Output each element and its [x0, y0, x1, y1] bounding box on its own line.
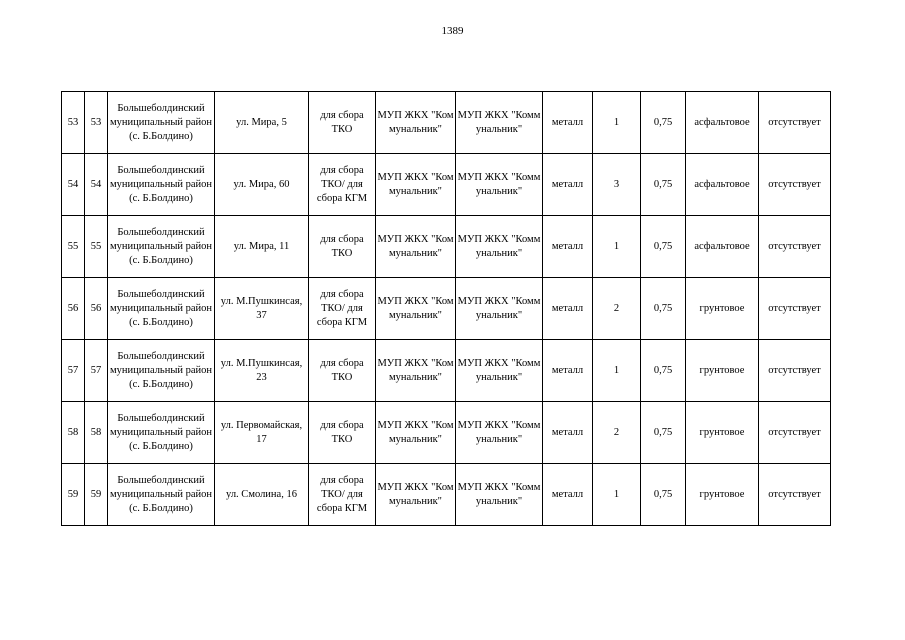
container-volume-cell: 0,75 — [641, 216, 686, 278]
container-volume-cell: 0,75 — [641, 464, 686, 526]
row-number-cell: 57 — [62, 340, 85, 402]
purpose-cell: для сбора ТКО/ для сбора КГМ — [309, 154, 376, 216]
row-number-cell: 58 — [62, 402, 85, 464]
purpose-cell: для сбора ТКО — [309, 402, 376, 464]
material-cell: металл — [543, 278, 593, 340]
surface-cell: грунтовое — [686, 402, 759, 464]
row-index-cell: 59 — [85, 464, 108, 526]
purpose-cell: для сбора ТКО — [309, 92, 376, 154]
container-volume-cell: 0,75 — [641, 154, 686, 216]
row-index-cell: 58 — [85, 402, 108, 464]
surface-cell: грунтовое — [686, 340, 759, 402]
owner-cell: МУП ЖКХ "Коммунальник" — [376, 278, 456, 340]
material-cell: металл — [543, 92, 593, 154]
material-cell: металл — [543, 154, 593, 216]
row-index-cell: 54 — [85, 154, 108, 216]
owner-cell: МУП ЖКХ "Коммунальник" — [376, 402, 456, 464]
operator-cell: МУП ЖКХ "Коммунальник" — [456, 340, 543, 402]
container-count-cell: 2 — [593, 402, 641, 464]
fence-cell: отсутствует — [759, 92, 831, 154]
address-cell: ул. Первомайская, 17 — [215, 402, 309, 464]
fence-cell: отсутствует — [759, 154, 831, 216]
container-count-cell: 3 — [593, 154, 641, 216]
surface-cell: грунтовое — [686, 278, 759, 340]
district-cell: Большеболдинский муниципальный район (с. Б.Болдино) — [108, 92, 215, 154]
surface-cell: асфальтовое — [686, 216, 759, 278]
operator-cell: МУП ЖКХ "Коммунальник" — [456, 92, 543, 154]
operator-cell: МУП ЖКХ "Коммунальник" — [456, 216, 543, 278]
table-row — [62, 92, 831, 154]
address-cell: ул. М.Пушкинсая, 37 — [215, 278, 309, 340]
table-row — [62, 340, 831, 402]
container-count-cell: 1 — [593, 340, 641, 402]
district-cell: Большеболдинский муниципальный район (с. Б.Болдино) — [108, 340, 215, 402]
surface-cell: асфальтовое — [686, 154, 759, 216]
material-cell: металл — [543, 340, 593, 402]
district-cell: Большеболдинский муниципальный район (с. Б.Болдино) — [108, 464, 215, 526]
material-cell: металл — [543, 464, 593, 526]
district-cell: Большеболдинский муниципальный район (с. Б.Болдино) — [108, 402, 215, 464]
row-number-cell: 56 — [62, 278, 85, 340]
container-count-cell: 1 — [593, 216, 641, 278]
district-cell: Большеболдинский муниципальный район (с. Б.Болдино) — [108, 154, 215, 216]
owner-cell: МУП ЖКХ "Коммунальник" — [376, 340, 456, 402]
container-volume-cell: 0,75 — [641, 278, 686, 340]
fence-cell: отсутствует — [759, 402, 831, 464]
container-count-cell: 1 — [593, 464, 641, 526]
row-index-cell: 53 — [85, 92, 108, 154]
material-cell: металл — [543, 402, 593, 464]
row-number-cell: 59 — [62, 464, 85, 526]
address-cell: ул. Мира, 11 — [215, 216, 309, 278]
container-count-cell: 1 — [593, 92, 641, 154]
purpose-cell: для сбора ТКО — [309, 340, 376, 402]
operator-cell: МУП ЖКХ "Коммунальник" — [456, 464, 543, 526]
operator-cell: МУП ЖКХ "Коммунальник" — [456, 402, 543, 464]
container-volume-cell: 0,75 — [641, 340, 686, 402]
owner-cell: МУП ЖКХ "Коммунальник" — [376, 216, 456, 278]
fence-cell: отсутствует — [759, 278, 831, 340]
page-number: 1389 — [441, 25, 464, 37]
table-row — [62, 216, 831, 278]
container-volume-cell: 0,75 — [641, 92, 686, 154]
operator-cell: МУП ЖКХ "Коммунальник" — [456, 278, 543, 340]
container-count-cell: 2 — [593, 278, 641, 340]
operator-cell: МУП ЖКХ "Коммунальник" — [456, 154, 543, 216]
row-index-cell: 57 — [85, 340, 108, 402]
row-number-cell: 55 — [62, 216, 85, 278]
fence-cell: отсутствует — [759, 216, 831, 278]
table-row — [62, 278, 831, 340]
surface-cell: грунтовое — [686, 464, 759, 526]
row-index-cell: 55 — [85, 216, 108, 278]
purpose-cell: для сбора ТКО/ для сбора КГМ — [309, 464, 376, 526]
table-row — [62, 154, 831, 216]
purpose-cell: для сбора ТКО/ для сбора КГМ — [309, 278, 376, 340]
district-cell: Большеболдинский муниципальный район (с. Б.Болдино) — [108, 278, 215, 340]
address-cell: ул. Мира, 60 — [215, 154, 309, 216]
row-number-cell: 53 — [62, 92, 85, 154]
material-cell: металл — [543, 216, 593, 278]
fence-cell: отсутствует — [759, 340, 831, 402]
registry-table-body — [62, 92, 831, 526]
registry-table — [61, 91, 831, 526]
owner-cell: МУП ЖКХ "Коммунальник" — [376, 464, 456, 526]
surface-cell: асфальтовое — [686, 92, 759, 154]
row-number-cell: 54 — [62, 154, 85, 216]
owner-cell: МУП ЖКХ "Коммунальник" — [376, 154, 456, 216]
table-row — [62, 464, 831, 526]
purpose-cell: для сбора ТКО — [309, 216, 376, 278]
table-row — [62, 402, 831, 464]
address-cell: ул. Смолина, 16 — [215, 464, 309, 526]
container-volume-cell: 0,75 — [641, 402, 686, 464]
address-cell: ул. Мира, 5 — [215, 92, 309, 154]
fence-cell: отсутствует — [759, 464, 831, 526]
owner-cell: МУП ЖКХ "Коммунальник" — [376, 92, 456, 154]
district-cell: Большеболдинский муниципальный район (с. Б.Болдино) — [108, 216, 215, 278]
address-cell: ул. М.Пушкинсая, 23 — [215, 340, 309, 402]
row-index-cell: 56 — [85, 278, 108, 340]
